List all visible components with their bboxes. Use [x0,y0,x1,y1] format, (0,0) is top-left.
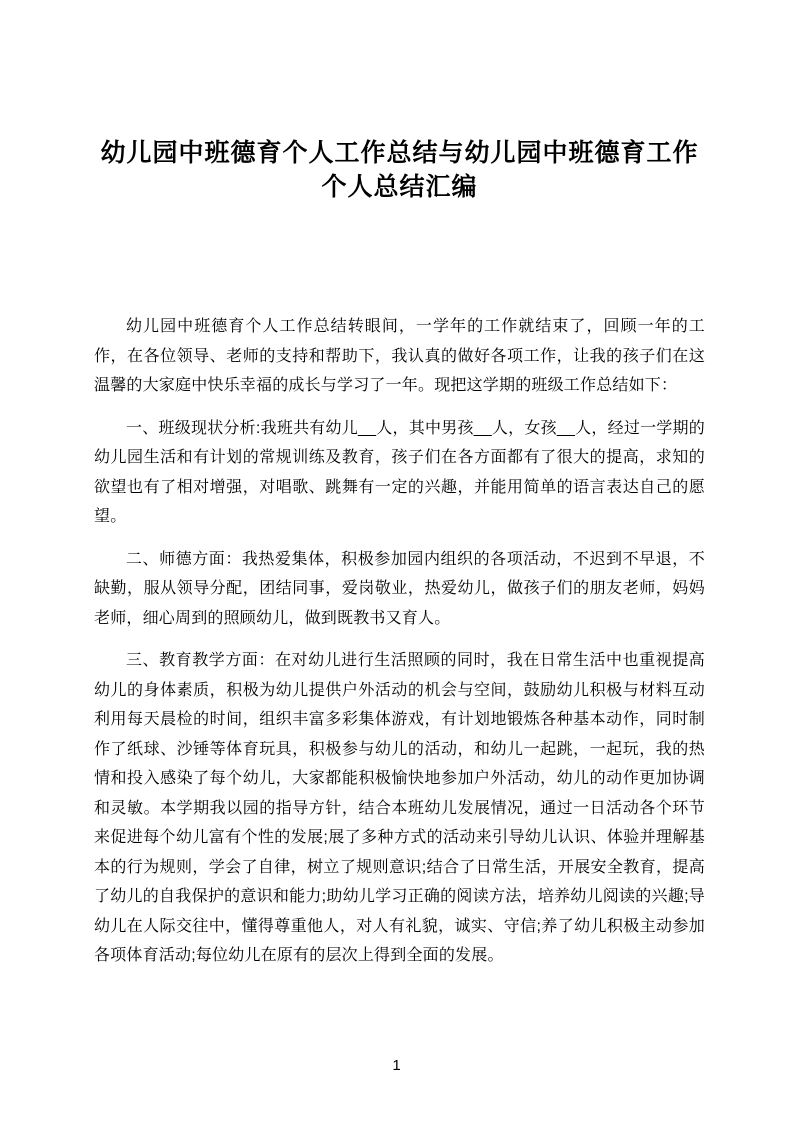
page-number: 1 [392,1057,401,1074]
page-title: 幼儿园中班德育个人工作总结与幼儿园中班德育工作个人总结汇编 [100,139,699,201]
document-paragraph-class-analysis: 一、班级现状分析:我班共有幼儿__人，其中男孩__人，女孩__人，经过一学期的幼儿园生活和有计划的常规训练及教育，孩子们在各方面都有了很大的提高，求知的欲望也有了相对增强，对唱歌、跳舞有一定的兴趣，并能用简单的语言表达自己的愿望。 [94,419,705,525]
document-body [94,312,705,971]
document-paragraph-intro: 幼儿园中班德育个人工作总结转眼间，一学年的工作就结束了，回顾一年的工作，在各位领导、老师的支持和帮助下，我认真的做好各项工作，让我的孩子们在这温馨的大家庭中快乐幸福的成长与学习了一年。现把这学期的班级工作总结如下： [94,318,705,394]
document-paragraph-education-teaching: 三、教育教学方面：在对幼儿进行生活照顾的同时，我在日常生活中也重视提高幼儿的身体素质，积极为幼儿提供户外活动的机会与空间，鼓励幼儿积极与材料互动利用每天晨检的时间，组织丰富多彩集体游戏，有计划地锻炼各种基本动作，同时制作了纸球、沙锤等体育玩具，积极参与幼儿的活动，和幼儿一起跳，一起玩，我的热情和投入感染了每个幼儿，大家都能积极愉快地参加户外活动，幼儿的动作更加协调和灵敏。本学期我以园的指导方针，结合本班幼儿发展情况，通过一日活动各个环节来促进每个幼儿富有个性的发展;展了多种方式的活动来引导幼儿认识、体验并理解基本的行为规则，学会了自律，树立了规则意识;结合了日常生活，开展安全教育，提高了幼儿的自我保护的意识和能力;助幼儿学习正确的阅读方法，培养幼儿阅读的兴趣;导幼儿在人际交往中，懂得尊重他人，对人有礼貌，诚实、守信;养了幼儿积极主动参加各项体育活动;每位幼儿在原有的层次上得到全面的发展。 [94,652,705,964]
document-paragraph-teacher-ethics: 二、师德方面：我热爱集体，积极参加园内组织的各项活动，不迟到不早退，不缺勤，服从领导分配，团结同事，爱岗敬业，热爱幼儿，做孩子们的朋友老师，妈妈老师，细心周到的照顾幼儿，做到既教书又育人。 [94,550,705,627]
